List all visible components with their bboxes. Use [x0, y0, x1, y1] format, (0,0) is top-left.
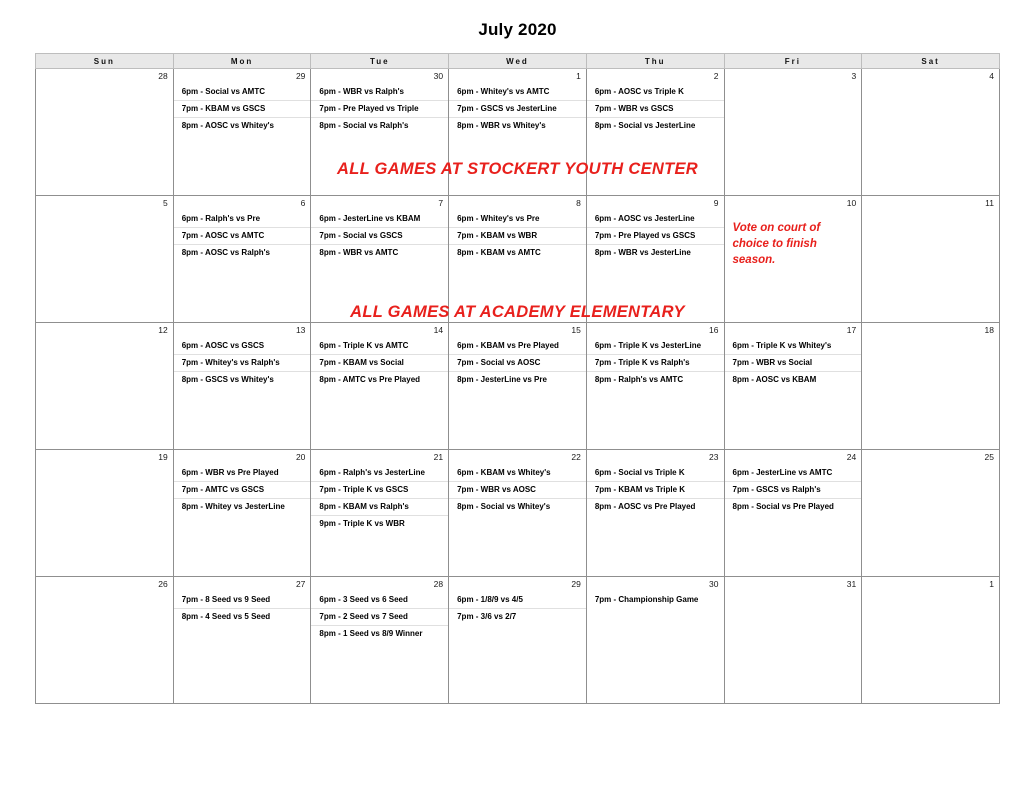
calendar-day-cell[interactable] — [173, 196, 311, 323]
event-item[interactable]: 7pm - WBR vs Social — [725, 355, 862, 372]
event-item[interactable]: 8pm - WBR vs JesterLine — [594, 248, 691, 257]
event-item[interactable]: 7pm - KBAM vs GSCS — [174, 101, 311, 118]
calendar-day-cell[interactable] — [862, 577, 1000, 704]
calendar-table — [35, 53, 1000, 704]
event-item[interactable]: 8pm - AOSC vs Whitey's — [181, 121, 274, 130]
calendar-day-cell[interactable] — [449, 323, 587, 450]
event-item[interactable]: 7pm - 8 Seed vs 9 Seed — [174, 592, 311, 609]
day-number: 6 — [300, 198, 306, 208]
event-item[interactable]: 8pm - 1 Seed vs 8/9 Winner — [319, 629, 423, 638]
day-number: 3 — [851, 71, 857, 81]
day-number: 31 — [846, 579, 857, 589]
calendar-day-cell[interactable] — [173, 577, 311, 704]
day-events — [449, 589, 586, 625]
event-item[interactable]: 6pm - Social vs Triple K — [587, 465, 724, 482]
event-item[interactable]: 8pm - AOSC vs Pre Played — [594, 502, 696, 511]
day-number: 11 — [985, 198, 994, 208]
calendar-day-cell[interactable] — [586, 196, 724, 323]
event-item[interactable]: 8pm - WBR vs AMTC — [319, 248, 399, 257]
day-number: 18 — [984, 325, 994, 335]
calendar-day-cell[interactable] — [36, 450, 174, 577]
event-item[interactable]: 6pm - KBAM vs Whitey's — [449, 465, 586, 482]
day-number: 13 — [295, 325, 306, 335]
day-note: Vote on court of choice to finish season. — [732, 222, 821, 266]
calendar-week-row — [36, 196, 1000, 323]
event-item[interactable]: 8pm - GSCS vs Whitey's — [181, 375, 274, 384]
calendar-day-cell[interactable] — [724, 577, 862, 704]
event-item[interactable]: 7pm - Social vs AOSC — [449, 355, 586, 372]
day-events — [449, 462, 586, 515]
event-item[interactable]: 8pm - Social vs Ralph's — [319, 121, 409, 130]
day-number: 4 — [989, 71, 994, 81]
weekday-header-tue: Tue — [311, 54, 449, 69]
event-item[interactable]: 6pm - 1/8/9 vs 4/5 — [449, 592, 586, 609]
calendar-week-row — [36, 450, 1000, 577]
day-events — [587, 589, 724, 608]
weekday-header-sat: Sat — [862, 54, 1000, 69]
calendar-day-cell[interactable] — [449, 450, 587, 577]
calendar-day-cell[interactable] — [586, 450, 724, 577]
day-events — [587, 462, 724, 515]
event-item[interactable]: 7pm - Social vs GSCS — [311, 228, 448, 245]
day-number: 23 — [709, 452, 719, 462]
event-item[interactable]: 6pm - Social vs AMTC — [174, 84, 311, 101]
page-title: July 2020 — [478, 20, 557, 39]
day-number: 30 — [433, 71, 444, 81]
calendar-day-cell[interactable] — [586, 323, 724, 450]
day-events — [449, 81, 586, 134]
event-item[interactable]: 7pm - KBAM vs Social — [311, 355, 448, 372]
event-item[interactable]: 6pm - AOSC vs GSCS — [174, 338, 311, 355]
day-number: 1 — [576, 71, 581, 81]
day-events — [174, 335, 311, 388]
calendar-day-cell[interactable] — [311, 577, 449, 704]
event-item[interactable]: 6pm - JesterLine vs KBAM — [311, 211, 448, 228]
day-events — [174, 589, 311, 625]
banner-note-2: ALL GAMES AT ACADEMY ELEMENTARY — [350, 303, 685, 321]
calendar-week-row — [36, 323, 1000, 450]
event-item[interactable]: 6pm - KBAM vs Pre Played — [449, 338, 586, 355]
event-item[interactable]: 7pm - KBAM vs Triple K — [587, 482, 724, 499]
day-number: 28 — [158, 71, 168, 81]
calendar-week-row — [36, 577, 1000, 704]
event-item[interactable]: 8pm - KBAM vs AMTC — [457, 248, 541, 257]
event-item[interactable]: 6pm - Triple K vs AMTC — [311, 338, 448, 355]
event-item[interactable]: 6pm - JesterLine vs AMTC — [725, 465, 862, 482]
calendar-day-cell[interactable] — [586, 69, 724, 196]
day-events — [587, 208, 724, 261]
event-item[interactable]: 6pm - Whitey's vs AMTC — [449, 84, 586, 101]
calendar-day-cell[interactable] — [36, 577, 174, 704]
event-item[interactable]: 7pm - Pre Played vs GSCS — [587, 228, 724, 245]
calendar-day-cell[interactable] — [173, 323, 311, 450]
day-events — [174, 81, 311, 134]
event-item[interactable]: 8pm - AOSC vs Ralph's — [181, 248, 270, 257]
day-number: 10 — [846, 198, 857, 208]
calendar-day-cell[interactable] — [311, 323, 449, 450]
event-item[interactable]: 8pm - Social vs JesterLine — [594, 121, 696, 130]
event-item[interactable]: 6pm - Triple K vs JesterLine — [587, 338, 724, 355]
event-item[interactable]: 8pm - KBAM vs Ralph's — [311, 499, 448, 516]
day-events — [174, 462, 311, 515]
event-item[interactable]: 7pm - 2 Seed vs 7 Seed — [311, 609, 448, 626]
calendar-day-cell[interactable] — [862, 69, 1000, 196]
event-item[interactable]: 6pm - Triple K vs Whitey's — [725, 338, 862, 355]
event-item[interactable]: 8pm - AMTC vs Pre Played — [319, 375, 421, 384]
event-item[interactable]: 8pm - Social vs Pre Played — [732, 502, 834, 511]
day-number: 25 — [984, 452, 994, 462]
day-number: 7 — [438, 198, 444, 208]
day-number: 17 — [846, 325, 857, 335]
weekday-header-wed: Wed — [449, 54, 587, 69]
day-number: 16 — [709, 325, 719, 335]
event-item[interactable]: 6pm - Whitey's vs Pre — [449, 211, 586, 228]
day-number: 1 — [989, 579, 994, 589]
day-number: 29 — [571, 579, 581, 589]
calendar-day-cell[interactable] — [449, 577, 587, 704]
event-item[interactable]: 7pm - Triple K vs Ralph's — [587, 355, 724, 372]
event-item[interactable]: 7pm - AOSC vs AMTC — [174, 228, 311, 245]
weekday-header-row — [36, 54, 1000, 69]
event-item[interactable]: 7pm - GSCS vs JesterLine — [449, 101, 586, 118]
day-events — [449, 208, 586, 261]
day-events — [725, 462, 862, 515]
banner-note-1: ALL GAMES AT STOCKERT YOUTH CENTER — [336, 160, 698, 178]
day-events — [311, 462, 448, 532]
day-number: 30 — [709, 579, 719, 589]
event-item[interactable]: 7pm - KBAM vs WBR — [449, 228, 586, 245]
day-number: 28 — [433, 579, 444, 589]
day-number: 21 — [433, 452, 444, 462]
event-item[interactable]: 7pm - 3/6 vs 2/7 — [457, 612, 517, 621]
weekday-header-mon: Mon — [173, 54, 311, 69]
day-number: 26 — [158, 579, 168, 589]
day-number: 22 — [571, 452, 581, 462]
day-number: 15 — [571, 325, 581, 335]
calendar-day-cell[interactable] — [724, 323, 862, 450]
event-item[interactable]: 6pm - WBR vs Ralph's — [311, 84, 448, 101]
calendar-day-cell[interactable] — [173, 69, 311, 196]
event-item[interactable]: 8pm - Ralph's vs AMTC — [594, 375, 684, 384]
weekday-header-thu: Thu — [586, 54, 724, 69]
calendar-day-cell[interactable] — [311, 196, 449, 323]
calendar-day-cell[interactable] — [862, 196, 1000, 323]
event-item[interactable]: 7pm - GSCS vs Ralph's — [725, 482, 862, 499]
calendar-day-cell[interactable] — [36, 323, 174, 450]
event-item[interactable]: 8pm - WBR vs Whitey's — [457, 121, 546, 130]
event-item[interactable]: 6pm - WBR vs Pre Played — [174, 465, 311, 482]
day-number: 27 — [295, 579, 306, 589]
event-item[interactable]: 8pm - AOSC vs KBAM — [732, 375, 817, 384]
calendar-day-cell[interactable] — [586, 577, 724, 704]
calendar-day-cell[interactable] — [862, 450, 1000, 577]
day-events — [587, 81, 724, 134]
day-events — [311, 589, 448, 642]
day-number: 24 — [846, 452, 857, 462]
event-item[interactable]: 7pm - Pre Played vs Triple — [311, 101, 448, 118]
event-item[interactable]: 7pm - AMTC vs GSCS — [174, 482, 311, 499]
day-number: 5 — [162, 198, 168, 208]
event-item[interactable]: 6pm - 3 Seed vs 6 Seed — [311, 592, 448, 609]
calendar-day-cell[interactable] — [862, 323, 1000, 450]
day-number: 12 — [158, 325, 168, 335]
event-item[interactable]: 7pm - Triple K vs GSCS — [311, 482, 448, 499]
event-item[interactable]: 7pm - WBR vs GSCS — [587, 101, 724, 118]
day-events — [311, 81, 448, 134]
event-item[interactable]: 9pm - Triple K vs WBR — [319, 519, 405, 528]
calendar-body — [36, 69, 1000, 704]
calendar-day-cell[interactable] — [724, 69, 862, 196]
calendar-day-cell[interactable] — [724, 450, 862, 577]
day-events — [449, 335, 586, 388]
day-events — [587, 335, 724, 388]
event-item[interactable]: 7pm - Whitey's vs Ralph's — [174, 355, 311, 372]
calendar-day-cell[interactable] — [36, 196, 174, 323]
calendar-day-cell[interactable] — [311, 450, 449, 577]
day-events — [725, 335, 862, 388]
event-item[interactable]: 6pm - Ralph's vs Pre — [174, 211, 311, 228]
event-item[interactable]: 8pm - JesterLine vs Pre — [457, 375, 547, 384]
calendar-day-cell[interactable] — [449, 196, 587, 323]
calendar-day-cell[interactable] — [311, 69, 449, 196]
day-number: 29 — [295, 71, 306, 81]
event-item[interactable]: 7pm - Championship Game — [594, 595, 699, 604]
event-item[interactable]: 8pm - 4 Seed vs 5 Seed — [181, 612, 271, 621]
calendar-day-cell[interactable] — [449, 69, 587, 196]
weekday-header-sun: Sun — [36, 54, 174, 69]
event-item[interactable]: 8pm - Whitey vs JesterLine — [181, 502, 285, 511]
day-number: 19 — [158, 452, 168, 462]
calendar-day-cell[interactable] — [173, 450, 311, 577]
day-number: 20 — [295, 452, 306, 462]
event-item[interactable]: 7pm - WBR vs AOSC — [449, 482, 586, 499]
event-item[interactable]: 8pm - Social vs Whitey's — [457, 502, 551, 511]
day-number: 2 — [713, 71, 719, 81]
event-item[interactable]: 6pm - AOSC vs Triple K — [587, 84, 724, 101]
day-number: 8 — [576, 198, 581, 208]
event-item[interactable]: 6pm - AOSC vs JesterLine — [587, 211, 724, 228]
day-events — [311, 335, 448, 388]
day-number: 14 — [433, 325, 444, 335]
day-events — [174, 208, 311, 261]
event-item[interactable]: 6pm - Ralph's vs JesterLine — [311, 465, 448, 482]
day-events — [311, 208, 448, 261]
day-number: 9 — [713, 198, 719, 208]
calendar-week-row — [36, 69, 1000, 196]
calendar-day-cell[interactable] — [36, 69, 174, 196]
weekday-header-fri: Fri — [724, 54, 862, 69]
calendar-day-cell[interactable] — [724, 196, 862, 323]
